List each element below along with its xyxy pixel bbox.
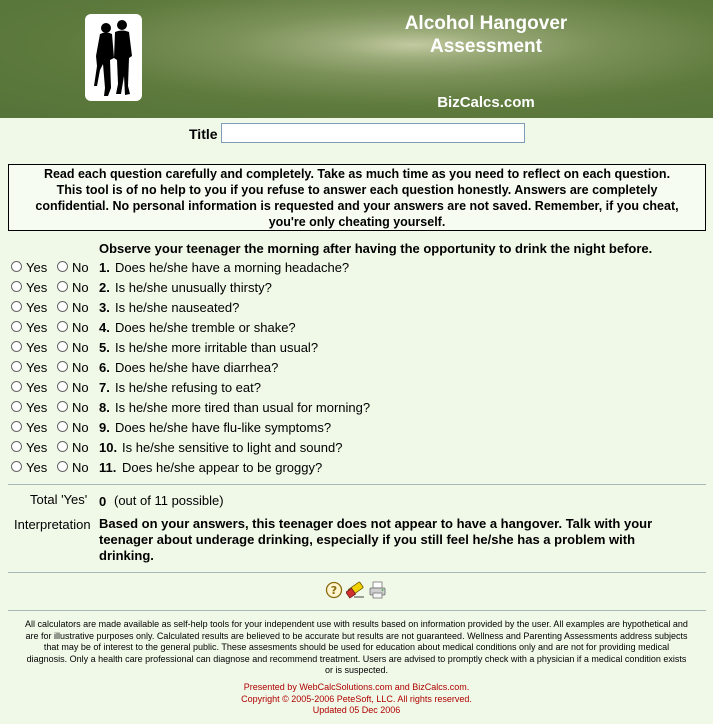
title-label: Title xyxy=(189,126,218,142)
question-text: Does he/she have flu-like symptoms? xyxy=(115,420,332,435)
disclaimer-line: diagnosis. Only a health care professional can diagnose and recommend treatment. Users are advised to promptly check with a physician if a medical condition exists xyxy=(26,653,687,664)
yes-radio[interactable] xyxy=(11,401,22,412)
question-number: 2. xyxy=(99,280,110,295)
intro-line: This tool is of no help to you if you refuse to answer each question honestly. Answers are completely xyxy=(56,183,658,197)
question-number: 4. xyxy=(99,320,110,335)
question-row xyxy=(10,398,660,418)
question-row xyxy=(10,458,660,478)
couple-silhouette-icon xyxy=(88,16,139,99)
yes-label: Yes xyxy=(26,280,48,295)
no-radio[interactable] xyxy=(57,361,68,372)
question-number: 3. xyxy=(99,300,110,315)
yes-radio[interactable] xyxy=(11,301,22,312)
no-radio[interactable] xyxy=(57,441,68,452)
no-label: No xyxy=(72,260,89,275)
presented-by-link[interactable]: Presented by WebCalcSolutions.com and BizCalcs.com. xyxy=(243,682,470,692)
question-number: 10. xyxy=(99,440,118,455)
title-input[interactable] xyxy=(221,123,525,143)
intro-line: you're only cheating yourself. xyxy=(268,215,446,229)
yes-radio[interactable] xyxy=(11,281,22,292)
no-label: No xyxy=(72,400,89,415)
yes-radio[interactable] xyxy=(11,381,22,392)
question-text: Is he/she refusing to eat? xyxy=(115,380,261,395)
question-text: Is he/she nauseated? xyxy=(115,300,240,315)
yes-label: Yes xyxy=(26,260,48,275)
yes-label: Yes xyxy=(26,380,48,395)
divider xyxy=(8,484,706,485)
help-icon[interactable] xyxy=(325,581,343,599)
question-number: 6. xyxy=(99,360,110,375)
yes-label: Yes xyxy=(26,420,48,435)
header-banner xyxy=(0,0,713,118)
question-text: Does he/she have a morning headache? xyxy=(115,260,350,275)
no-label: No xyxy=(72,460,89,475)
no-radio[interactable] xyxy=(57,261,68,272)
no-label: No xyxy=(72,320,89,335)
no-radio[interactable] xyxy=(57,381,68,392)
question-row xyxy=(10,418,660,438)
yes-radio[interactable] xyxy=(11,421,22,432)
divider xyxy=(8,572,706,573)
yes-radio[interactable] xyxy=(11,321,22,332)
divider xyxy=(8,610,706,611)
yes-radio[interactable] xyxy=(11,261,22,272)
question-row xyxy=(10,358,660,378)
question-number: 5. xyxy=(99,340,110,355)
intro-line: confidential. No personal information is requested and your answers are not saved. Remember, if you cheat, xyxy=(35,199,679,213)
question-number: 11. xyxy=(99,460,117,475)
interpretation-text xyxy=(99,516,684,564)
question-text: Does he/she have diarrhea? xyxy=(115,360,279,375)
intro-line: Read each question carefully and completely. Take as much time as you need to reflect on each question. xyxy=(43,167,671,181)
yes-label: Yes xyxy=(26,400,48,415)
updated-date: Updated 05 Dec 2006 xyxy=(312,705,401,715)
no-label: No xyxy=(72,340,89,355)
yes-label: Yes xyxy=(26,340,48,355)
question-number: 1. xyxy=(99,260,110,275)
interpretation-line: teenager about underage drinking, especially if you still feel he/she has a problem with xyxy=(99,532,636,547)
yes-label: Yes xyxy=(26,460,48,475)
question-row xyxy=(10,378,660,398)
no-label: No xyxy=(72,280,89,295)
question-row xyxy=(10,438,660,458)
no-radio[interactable] xyxy=(57,341,68,352)
disclaimer-line: are for illustrative purposes only. Calculated results are believed to be accurate but results are not guaranteed. Wellness and Parenting Assessments address subjects xyxy=(25,630,688,641)
interpretation-line: Based on your answers, this teenager does not appear to have a hangover. Talk with your xyxy=(99,516,653,531)
toolbar xyxy=(325,581,395,601)
yes-radio[interactable] xyxy=(11,341,22,352)
no-radio[interactable] xyxy=(57,421,68,432)
interpretation-label: Interpretation xyxy=(14,517,91,532)
total-yes-value: 0 xyxy=(99,494,107,509)
question-row xyxy=(10,278,660,298)
yes-label: Yes xyxy=(26,440,48,455)
no-radio[interactable] xyxy=(57,301,68,312)
title-row xyxy=(0,123,713,145)
disclaimer-line: or is suspected. xyxy=(324,665,389,675)
total-yes-label: Total 'Yes' xyxy=(30,492,88,507)
no-radio[interactable] xyxy=(57,401,68,412)
instructions-box xyxy=(8,164,706,231)
copyright-text: Copyright © 2005-2006 PeteSoft, LLC. All rights reserved. xyxy=(241,693,472,704)
no-label: No xyxy=(72,300,89,315)
question-text: Does he/she tremble or shake? xyxy=(115,320,296,335)
question-text: Is he/she sensitive to light and sound? xyxy=(122,440,343,455)
interpretation-line: drinking. xyxy=(99,548,154,563)
site-name: BizCalcs.com xyxy=(437,94,535,111)
total-yes-note: (out of 11 possible) xyxy=(114,493,224,508)
question-row xyxy=(10,318,660,338)
disclaimer-line: All calculators are made available as self-help tools for your independent use with results based on information provided by the user. All examples are hypothetical and xyxy=(25,619,688,629)
yes-radio[interactable] xyxy=(11,461,22,472)
question-row xyxy=(10,298,660,318)
logo xyxy=(85,14,142,101)
no-radio[interactable] xyxy=(57,321,68,332)
question-number: 7. xyxy=(99,380,110,395)
question-text: Does he/she appear to be groggy? xyxy=(122,460,323,475)
yes-label: Yes xyxy=(26,320,48,335)
question-text: Is he/she unusually thirsty? xyxy=(115,280,272,295)
disclaimer-line: that may be of interest to the general public. These assesments should be used for education about medical conditions only and are not for providing medical xyxy=(43,642,670,652)
question-row xyxy=(10,338,660,358)
question-text: Is he/she more irritable than usual? xyxy=(115,340,319,355)
question-number: 8. xyxy=(99,400,110,415)
yes-label: Yes xyxy=(26,300,48,315)
no-radio[interactable] xyxy=(57,461,68,472)
no-label: No xyxy=(72,420,89,435)
question-row xyxy=(10,258,660,278)
question-number: 9. xyxy=(99,420,110,435)
yes-radio[interactable] xyxy=(11,361,22,372)
no-label: No xyxy=(72,360,89,375)
no-label: No xyxy=(72,440,89,455)
printer-icon[interactable] xyxy=(368,581,386,599)
eraser-icon[interactable] xyxy=(346,581,364,599)
question-instructions: Observe your teenager the morning after having the opportunity to drink the night before. xyxy=(99,241,653,256)
no-label: No xyxy=(72,380,89,395)
credits xyxy=(0,682,713,717)
yes-radio[interactable] xyxy=(11,441,22,452)
question-text: Is he/she more tired than usual for morning? xyxy=(115,400,371,415)
no-radio[interactable] xyxy=(57,281,68,292)
disclaimer xyxy=(4,619,709,677)
yes-label: Yes xyxy=(26,360,48,375)
svg-text:?: ? xyxy=(330,584,338,597)
app-title: Alcohol Hangover Assessment xyxy=(404,13,568,57)
